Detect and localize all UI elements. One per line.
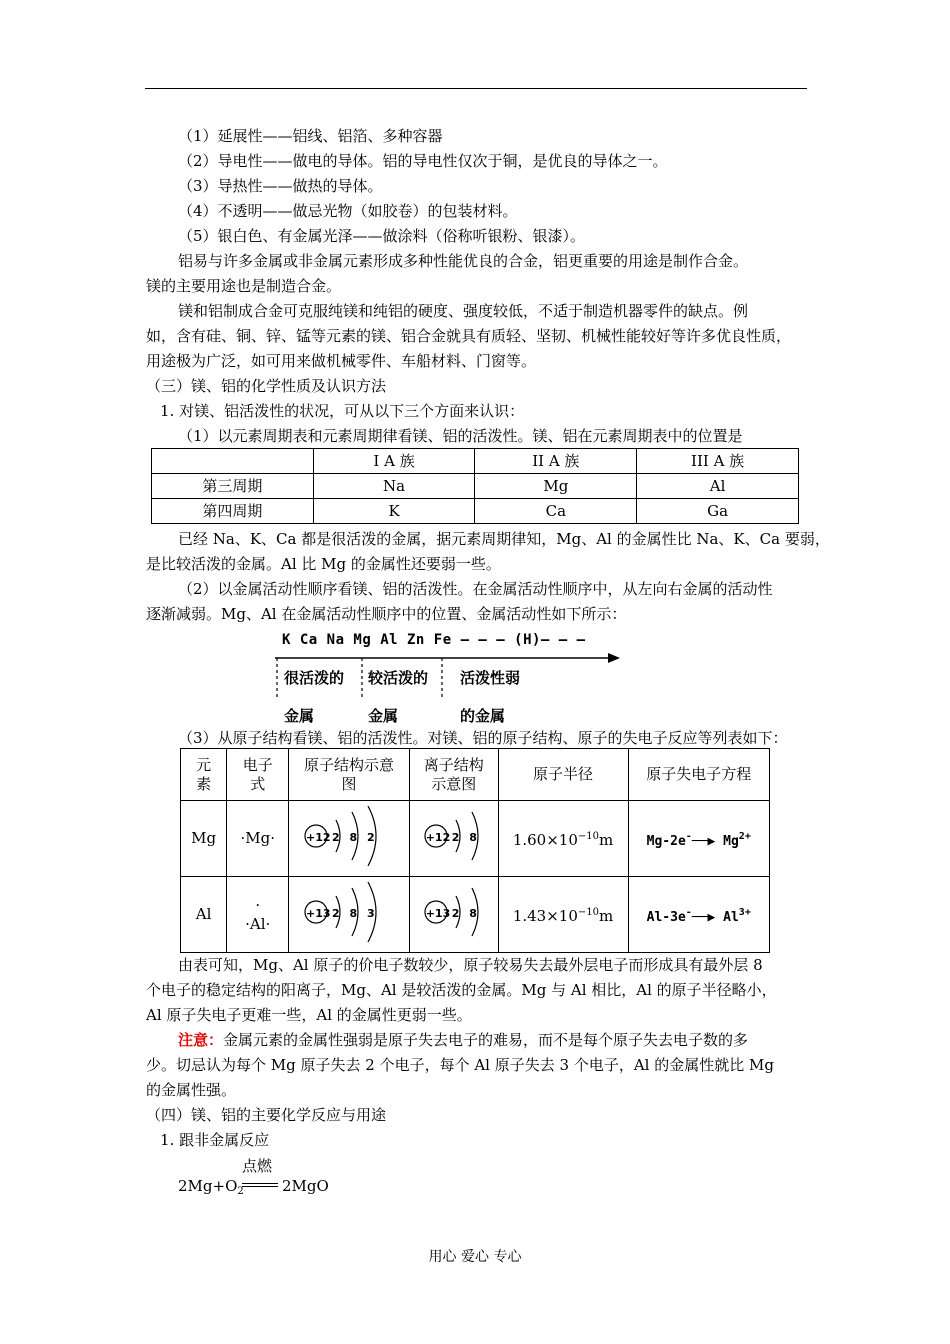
table-cell: 第三周期: [152, 474, 314, 499]
text-line: 镁和铝制成合金可克服纯镁和纯铝的硬度、强度较低，不适于制造机器零件的缺点。例: [178, 302, 749, 320]
nucleus-label: +12: [425, 831, 451, 844]
text-line: 如，含有硅、铜、锌、锰等元素的镁、铝合金就具有质轻、坚韧、机械性能较好等许多优良性质，: [146, 327, 792, 345]
radius-cell: $1.43\times 10^{-10}m$: [498, 877, 628, 953]
table-header: III A 族: [637, 449, 799, 474]
equation-cell: Mg-2e-──▶ $Mg^{2+}$: [628, 801, 770, 877]
table-cell: Ca: [475, 499, 637, 524]
table-cell: 第四周期: [152, 499, 314, 524]
text-line: （5）银白色、有金属光泽——做涂料（俗称听银粉、银漆）。: [178, 227, 586, 245]
shell-electrons: 2 8 2: [332, 831, 375, 844]
table-cell: Na: [313, 474, 475, 499]
table-header: 原子结构示意 图: [289, 749, 410, 801]
table-cell: Al: [637, 474, 799, 499]
equation-right: 2MgO: [282, 1177, 329, 1195]
chemical-equation: [178, 1157, 378, 1210]
atom-diagram-cell: [289, 877, 410, 953]
element-cell: Al: [181, 877, 227, 953]
ion-diagram-cell: [409, 877, 498, 953]
group-label: 金属: [284, 707, 315, 725]
nucleus-label: +13: [306, 907, 331, 920]
table-header: 原子半径: [498, 749, 628, 801]
text-line: 的金属性强。: [146, 1081, 237, 1099]
atom-diagram-cell: [289, 801, 410, 877]
text-line: 少。切忌认为每个 Mg 原子失去 2 个电子，每个 Al 原子失去 3 个电子，Al 的金属性就比 Mg: [146, 1056, 774, 1074]
activity-series-text: K Ca Na Mg Al Zn Fe — — — (H)— — —: [282, 632, 586, 648]
text-line: 镁的主要用途也是制造合金。: [146, 277, 342, 295]
atomic-structure-table: [180, 748, 770, 953]
text-line: （1）延展性——铝线、铝箔、多种容器: [178, 127, 443, 145]
text-line: 1. 跟非金属反应: [160, 1131, 270, 1149]
table-header: I A 族: [313, 449, 475, 474]
note-label: 注意：: [178, 1031, 224, 1049]
equation-left: $2Mg+O_2$: [178, 1177, 244, 1197]
table-cell: Mg: [475, 474, 637, 499]
note-line: 注意：金属元素的金属性强弱是原子失去电子的难易，而不是每个原子失去电子数的多: [178, 1031, 749, 1049]
text-line: （3）导热性——做热的导体。: [178, 177, 383, 195]
activity-series-diagram: [270, 628, 690, 728]
text-line: Al 原子失电子更难一些，Al 的金属性更弱一些。: [146, 1006, 472, 1024]
equals-line: [242, 1183, 278, 1184]
equation-condition: 点燃: [242, 1157, 273, 1175]
nucleus-label: +13: [425, 907, 451, 920]
text-line: 铝易与许多金属或非金属元素形成多种性能优良的合金，铝更重要的用途是制作合金。: [178, 252, 749, 270]
nucleus-label: +12: [306, 831, 331, 844]
text-line: （1）以元素周期表和元素周期律看镁、铝的活泼性。镁、铝在元素周期表中的位置是: [178, 427, 743, 445]
shell-electrons: 2 8 3: [332, 907, 375, 920]
text-line: （2）以金属活动性顺序看镁、铝的活泼性。在金属活动性顺序中，从左向右金属的活动性: [178, 580, 773, 598]
electron-dot-cell: ·Mg·: [227, 801, 289, 877]
text-line: 1. 对镁、铝活泼性的状况，可从以下三个方面来认识：: [160, 402, 525, 420]
text-line: 用途极为广泛，如可用来做机械零件、车船材料、门窗等。: [146, 352, 537, 370]
equation-cell: Al-3e-──▶ $Al^{3+}$: [628, 877, 770, 953]
table-header: II A 族: [475, 449, 637, 474]
section-heading: （四）镁、铝的主要化学反应与用途: [146, 1106, 387, 1124]
text-line: 是比较活泼的金属。Al 比 Mg 的金属性还要弱一些。: [146, 555, 501, 573]
arrow-icon: ──▶: [691, 833, 716, 849]
text-line: 个电子的稳定结构的阳离子，Mg、Al 是较活泼的金属。Mg 与 Al 相比，Al 的原子半径略小，: [146, 981, 777, 999]
shell-electrons: 2 8: [451, 907, 477, 920]
text-line: （4）不透明——做忌光物（如胶卷）的包装材料。: [178, 202, 518, 220]
section-heading: （三）镁、铝的化学性质及认识方法: [146, 377, 387, 395]
arrow-icon: ──▶: [691, 909, 716, 925]
element-cell: Mg: [181, 801, 227, 877]
group-label: 金属: [368, 707, 399, 725]
electron-dot-cell: · ·Al·: [227, 877, 289, 953]
group-label: 的金属: [460, 707, 506, 725]
periodic-table: [151, 448, 799, 524]
radius-cell: $1.60\times 10^{-10}m$: [498, 801, 628, 877]
ion-diagram-cell: [409, 801, 498, 877]
table-header: [152, 449, 314, 474]
table-header: 元 素: [181, 749, 227, 801]
group-label: 很活泼的: [284, 669, 345, 687]
page-footer: 用心 爱心 专心: [428, 1249, 522, 1265]
text-line: （2）导电性——做电的导体。铝的导电性仅次于铜，是优良的导体之一。: [178, 152, 668, 170]
table-header: 离子结构 示意图: [409, 749, 498, 801]
group-label: 活泼性弱: [460, 669, 521, 687]
table-cell: Ga: [637, 499, 799, 524]
text-line: 由表可知，Mg、Al 原子的价电子数较少，原子较易失去最外层电子而形成具有最外层 8: [178, 956, 763, 974]
group-label: 较活泼的: [368, 669, 429, 687]
shell-electrons: 2 8: [451, 831, 477, 844]
text-line: （3）从原子结构看镁、铝的活泼性。对镁、铝的原子结构、原子的失电子反应等列表如下：: [178, 729, 788, 747]
table-header: 电子 式: [227, 749, 289, 801]
equals-line: [242, 1186, 278, 1187]
table-header: 原子失电子方程: [628, 749, 770, 801]
text-line: 逐渐减弱。Mg、Al 在金属活动性顺序中的位置、金属活动性如下所示：: [146, 605, 627, 623]
header-rule: [145, 88, 807, 89]
text-line: 已经 Na、K、Ca 都是很活泼的金属，据元素周期律知，Mg、Al 的金属性比 Na、K、Ca 要弱，: [178, 530, 830, 548]
table-cell: K: [313, 499, 475, 524]
